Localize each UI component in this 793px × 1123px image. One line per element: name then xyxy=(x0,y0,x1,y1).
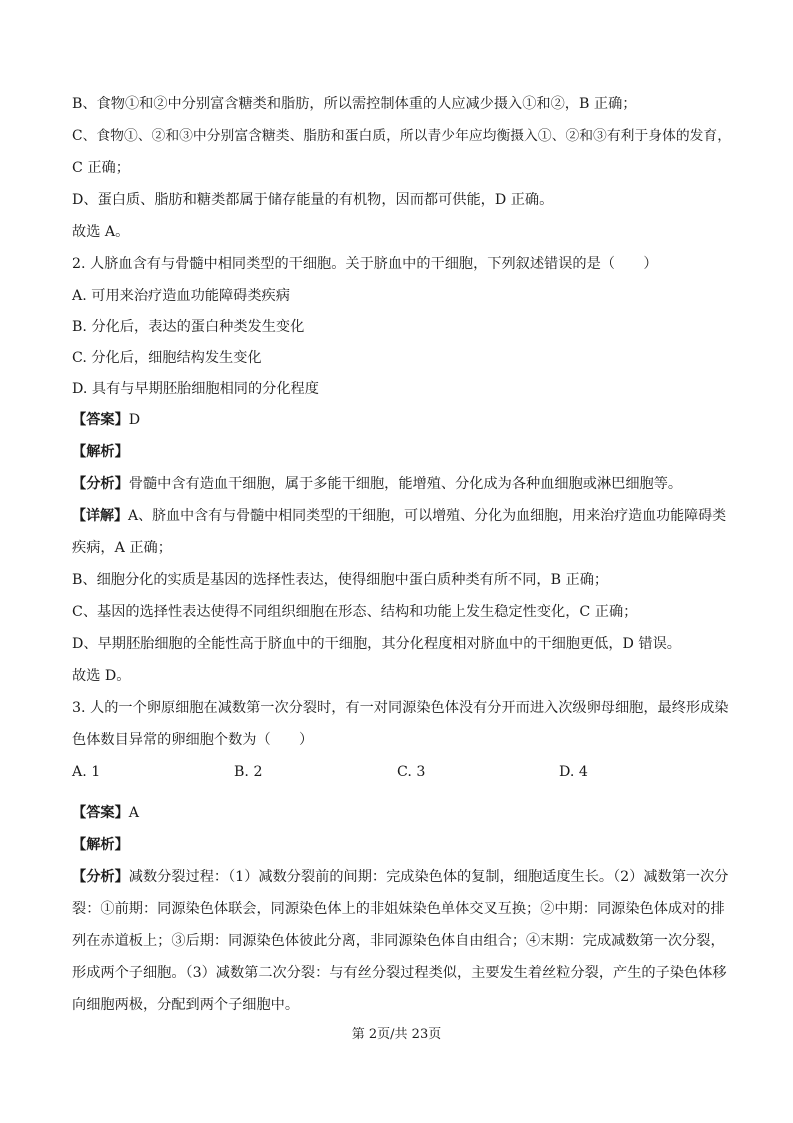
q3-option-c: C. 3 xyxy=(397,764,426,780)
q1-option-c-explanation: C、食物①、②和③中分别富含糖类、脂肪和蛋白质，所以青少年应均衡摄入①、②和③有利于身体的发育， xyxy=(72,128,732,144)
q1-option-d-explanation: D、蛋白质、脂肪和糖类都属于储存能量的有机物，因而都可供能，D 正确。 xyxy=(72,192,554,208)
q2-analysis-tag: 【解析】 xyxy=(72,444,129,460)
answer-value: A xyxy=(128,805,140,821)
q2-detail-a xyxy=(72,506,726,526)
q2-final-choice: 故选 D。 xyxy=(72,668,131,684)
q2-option-a: A. 可用来治疗造血功能障碍类疾病 xyxy=(72,288,290,304)
q3-fenxi-line5: 向细胞两极，分配到两个子细胞中。 xyxy=(72,997,300,1013)
detail-a-text: A、脐血中含有与骨髓中相同类型的干细胞，可以增殖、分化为血细胞，用来治疗造血功能障碍类 xyxy=(128,508,727,524)
q3-option-a: A. 1 xyxy=(72,764,101,780)
q3-analysis-tag: 【解析】 xyxy=(72,837,129,853)
page-number-footer: 第 2页/共 23页 xyxy=(351,1027,442,1042)
q3-option-b: B. 2 xyxy=(234,764,263,780)
q3-stem-cont: 色体数目异常的卵细胞个数为（ ） xyxy=(72,732,314,748)
q2-option-b: B. 分化后，表达的蛋白种类发生变化 xyxy=(72,319,305,335)
q3-answer xyxy=(72,803,139,823)
fenxi-text: 骨髓中含有造血干细胞，属于多能干细胞，能增殖、分化成为各种血细胞或淋巴细胞等。 xyxy=(128,476,683,492)
q2-fenxi xyxy=(72,474,682,494)
q3-stem: 3. 人的一个卵原细胞在减数第一次分裂时，有一对同源染色体没有分开而进入次级卵母细胞，最终形成染 xyxy=(72,700,729,716)
fenxi-tag: 【分析】 xyxy=(72,476,129,492)
q2-option-d: D. 具有与早期胚胎细胞相同的分化程度 xyxy=(72,381,319,397)
q1-final-choice: 故选 A。 xyxy=(72,224,130,240)
detail-tag: 【详解】 xyxy=(72,508,128,524)
q3-fenxi-line2: 裂：①前期：同源染色体联会，同源染色体上的非姐妹染色单体交叉互换；②中期：同源染色体成对的排 xyxy=(72,901,725,917)
fenxi-text: 减数分裂过程：（1）减数分裂前的间期：完成染色体的复制，细胞适度生长。（2）减数第一次分 xyxy=(128,869,729,885)
q3-fenxi-line4: 形成两个子细胞。（3）减数第二次分裂：与有丝分裂过程类似，主要发生着丝粒分裂，产生的子染色体移 xyxy=(72,965,727,981)
q3-fenxi-line3: 列在赤道板上；③后期：同源染色体彼此分离，非同源染色体自由组合；④末期：完成减数第一次分裂， xyxy=(72,933,725,949)
q1-option-b-explanation: B、食物①和②中分别富含糖类和脂肪，所以需控制体重的人应减少摄入①和②，B 正确； xyxy=(72,96,637,112)
answer-value: D xyxy=(128,412,141,428)
q2-detail-a-cont: 疾病，A 正确； xyxy=(72,540,172,556)
q2-answer xyxy=(72,410,140,430)
q2-detail-b: B、细胞分化的实质是基因的选择性表达，使得细胞中蛋白质种类有所不同，B 正确； xyxy=(72,572,609,588)
q3-fenxi xyxy=(72,867,729,887)
q2-detail-c: C、基因的选择性表达使得不同组织细胞在形态、结构和功能上发生稳定性变化，C 正确； xyxy=(72,604,638,620)
answer-tag: 【答案】 xyxy=(72,805,129,821)
fenxi-tag: 【分析】 xyxy=(72,869,129,885)
q2-option-c: C. 分化后，细胞结构发生变化 xyxy=(72,350,262,366)
q1-option-c-explanation-cont: C 正确； xyxy=(72,160,130,176)
q2-detail-d: D、早期胚胎细胞的全能性高于脐血中的干细胞，其分化程度相对脐血中的干细胞更低，D 错误。 xyxy=(72,636,681,652)
answer-tag: 【答案】 xyxy=(72,412,129,428)
q3-option-d: D. 4 xyxy=(559,764,588,780)
q2-stem: 2. 人脐血含有与骨髓中相同类型的干细胞。关于脐血中的干细胞，下列叙述错误的是（ ） xyxy=(72,256,658,272)
